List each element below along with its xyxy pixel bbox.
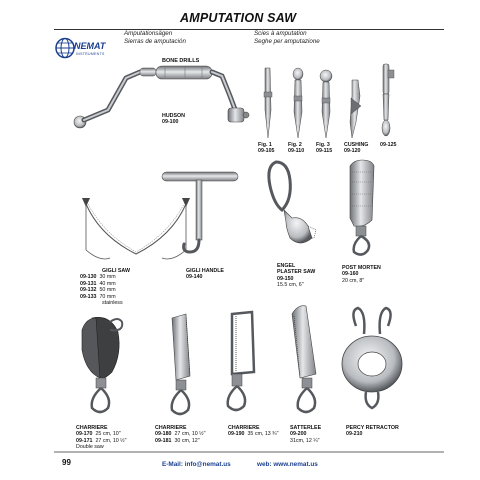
gigli-saw-illustration bbox=[82, 198, 190, 259]
charriere-2-size-1: 27 cm, 10 ½" bbox=[174, 431, 206, 438]
fig1-label bbox=[258, 142, 275, 155]
burr-code: 09-125 bbox=[380, 142, 397, 148]
footer-email[interactable]: E-Mail: info@nemat.us bbox=[162, 461, 231, 468]
gigli-saw-size-2: 40 mm bbox=[99, 280, 116, 287]
charriere-1-size-2: 27 cm, 10 ½" bbox=[95, 437, 127, 444]
gigli-handle-illustration bbox=[162, 172, 238, 252]
charriere-2-name: CHARRIERE bbox=[155, 425, 187, 431]
gigli-saw-size-3: 50 mm bbox=[99, 287, 116, 294]
gigli-handle-name: GIGLI HANDLE bbox=[186, 268, 224, 274]
post-morten-code: 09-160 bbox=[342, 271, 359, 278]
footer-website[interactable]: web: www.nemat.us bbox=[257, 461, 318, 468]
satterlee-size: 31cm, 12 ¼" bbox=[290, 437, 320, 444]
post-morten-name: POST MORTEN bbox=[342, 265, 381, 271]
logo-wordmark: NEMAT bbox=[74, 41, 106, 51]
charriere-3-name: CHARRIERE bbox=[228, 425, 260, 431]
engel-code: 09-150 bbox=[277, 275, 294, 282]
gigli-saw-code-2: 09-131 bbox=[80, 280, 97, 287]
post-morten-saw-illustration bbox=[350, 160, 374, 255]
gigli-saw-code-3: 09-132 bbox=[80, 287, 97, 294]
post-morten-label bbox=[342, 265, 381, 284]
gigli-handle-label bbox=[186, 268, 224, 281]
bone-drills-section-label: BONE DRILLS bbox=[162, 58, 200, 64]
hudson-code: 09-100 bbox=[162, 119, 179, 126]
burr-label bbox=[380, 142, 397, 148]
burr-drill-illustration bbox=[382, 64, 394, 136]
fig3-name: Fig. 3 bbox=[316, 142, 330, 148]
charriere-double-saw-illustration bbox=[82, 317, 122, 412]
gigli-handle-code: 09-140 bbox=[186, 274, 203, 281]
drill-bit-fig2-illustration bbox=[293, 68, 303, 138]
charriere-1-code-2: 09-171 bbox=[76, 437, 93, 444]
charriere-3-label bbox=[228, 425, 278, 438]
charriere-3-size-1: 35 cm, 13 ¾" bbox=[247, 431, 279, 438]
charriere-2-label bbox=[155, 425, 205, 444]
fig3-label bbox=[316, 142, 332, 155]
gigli-saw-size-4: 70 mm bbox=[99, 293, 116, 300]
charriere-1-note: Double saw bbox=[76, 444, 104, 451]
engel-label bbox=[277, 263, 315, 289]
charriere-1-code-1: 09-170 bbox=[76, 431, 93, 438]
satterlee-code: 09-200 bbox=[290, 431, 307, 438]
charriere-saw-illustration bbox=[172, 314, 190, 414]
drill-bit-fig3-illustration bbox=[320, 70, 332, 138]
subtitle-italian: Seghe per amputazione bbox=[254, 37, 320, 45]
gigli-saw-name: GIGLI SAW bbox=[102, 268, 130, 274]
page-title: AMPUTATION SAW bbox=[180, 11, 297, 25]
charriere-1-size-1: 25 cm, 10" bbox=[95, 431, 121, 438]
satterlee-saw-illustration bbox=[292, 306, 316, 412]
fig2-label bbox=[288, 142, 304, 155]
satterlee-label bbox=[290, 425, 321, 444]
post-morten-size: 20 cm, 8" bbox=[342, 277, 365, 284]
gigli-saw-size-1: 30 mm bbox=[99, 274, 116, 281]
engel-name-2: PLASTER SAW bbox=[277, 269, 316, 276]
charriere-1-label bbox=[76, 425, 126, 451]
charriere-3-code-1: 09-190 bbox=[228, 431, 245, 438]
fig3-code: 09-115 bbox=[316, 148, 333, 155]
charriere-2-code-2: 09-181 bbox=[155, 437, 172, 444]
charriere-2-size-2: 30 cm, 12" bbox=[174, 437, 200, 444]
fig1-name: Fig. 1 bbox=[258, 142, 272, 148]
cushing-name: CUSHING bbox=[344, 142, 369, 148]
engel-name: ENGEL bbox=[277, 263, 296, 269]
cushing-drill-illustration bbox=[350, 80, 361, 138]
charriere-hacksaw-illustration bbox=[228, 312, 254, 410]
percy-retractor-name: PERCY RETRACTOR bbox=[346, 425, 399, 431]
page-number: 99 bbox=[62, 458, 71, 467]
cushing-label bbox=[344, 142, 368, 155]
logo-tagline: INSTRUMENTS bbox=[76, 52, 105, 56]
drill-bit-fig1-illustration bbox=[264, 68, 272, 138]
gigli-saw-code-1: 09-130 bbox=[80, 274, 97, 281]
gigli-saw-label bbox=[80, 268, 130, 306]
fig2-name: Fig. 2 bbox=[288, 142, 302, 148]
engel-plaster-saw-illustration bbox=[269, 162, 316, 243]
subtitle-spanish: Sierras de amputación bbox=[124, 37, 186, 45]
fig2-code: 09-110 bbox=[288, 148, 305, 155]
charriere-2-code-1: 09-180 bbox=[155, 431, 172, 438]
charriere-1-name: CHARRIERE bbox=[76, 425, 108, 431]
hudson-name: HUDSON bbox=[162, 113, 185, 119]
gigli-saw-code-4: 09-133 bbox=[80, 293, 97, 300]
engel-size: 15.5 cm, 6" bbox=[277, 282, 304, 289]
subtitle-french: Scies à amputation bbox=[254, 30, 307, 37]
subtitle-german: Amputationsägen bbox=[124, 30, 173, 37]
gigli-saw-note: stainless bbox=[102, 300, 123, 307]
percy-retractor-code: 09-210 bbox=[346, 431, 363, 438]
hudson-label bbox=[162, 113, 185, 126]
cushing-code: 09-120 bbox=[344, 148, 361, 155]
satterlee-name: SATTERLEE bbox=[290, 425, 322, 431]
percy-retractor-label bbox=[346, 425, 399, 438]
fig1-code: 09-105 bbox=[258, 148, 275, 155]
percy-retractor-illustration bbox=[342, 308, 402, 408]
